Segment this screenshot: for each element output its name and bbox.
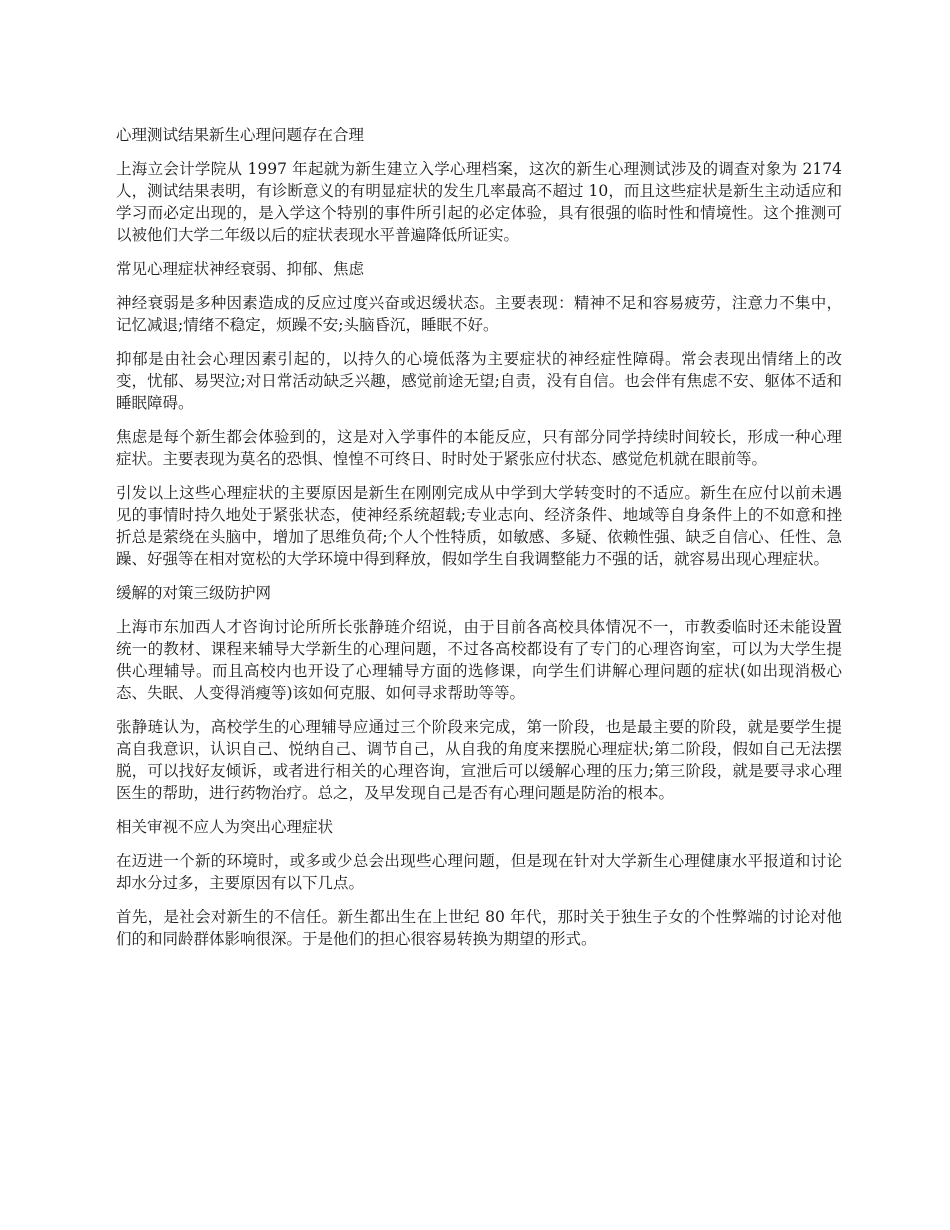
paragraph: 上海立会计学院从 1997 年起就为新生建立入学心理档案，这次的新生心理测试涉及的调查对象为 2174 人，测试结果表明，有诊断意义的有明显症状的发生几率最高不超过 10，而且这些症状是新生主动适应和学习而必定出现的，是入学这个特别的事件所引起的必定体验，具有很强的临时性和情境性。这个推测可以被他们大学二年级以后的症状表现水平普遍降低所证实。: [116, 160, 842, 244]
paragraph: 焦虑是每个新生都会体验到的，这是对入学事件的本能反应，只有部分同学持续时间较长，形成一种心理症状。主要表现为莫名的恐惧、惶惶不可终日、时时处于紧张应付状态、感觉危机就在眼前等。: [116, 428, 842, 468]
section-heading: 相关审视不应人为突出心理症状: [116, 818, 334, 836]
section-heading: 常见心理症状神经衰弱、抑郁、焦虑: [116, 260, 365, 278]
paragraph: 张静琏认为，高校学生的心理辅导应通过三个阶段来完成，第一阶段，也是最主要的阶段，就是要学生提高自我意识，认识自己、悦纳自己、调节自己，从自我的角度来摆脱心理症状;第二阶段，假如自己无法摆脱，可以找好友倾诉，或者进行相关的心理咨询，宣泄后可以缓解心理的压力;第三阶段，就是要寻求心理医生的帮助，进行药物治疗。总之，及早发现自己是否有心理问题是防治的根本。: [116, 718, 842, 802]
paragraph: 抑郁是由社会心理因素引起的，以持久的心境低落为主要症状的神经症性障碍。常会表现出情绪上的改变，忧郁、易哭泣;对日常活动缺乏兴趣，感觉前途无望;自责，没有自信。也会伴有焦虑不安、躯体不适和睡眠障碍。: [116, 350, 842, 412]
section-heading: 缓解的对策三级防护网: [116, 584, 272, 602]
document-page: [116, 124, 842, 962]
section-heading: 心理测试结果新生心理问题存在合理: [116, 126, 365, 144]
paragraph: 首先，是社会对新生的不信任。新生都出生在上世纪 80 年代，那时关于独生子女的个性弊端的讨论对他们的和同龄群体影响很深。于是他们的担心很容易转换为期望的形式。: [116, 908, 842, 948]
paragraph: 在迈进一个新的环境时，或多或少总会出现些心理问题，但是现在针对大学新生心理健康水平报道和讨论却水分过多，主要原因有以下几点。: [116, 852, 842, 892]
paragraph: 引发以上这些心理症状的主要原因是新生在刚刚完成从中学到大学转变时的不适应。新生在应付以前未遇见的事情时持久地处于紧张状态，使神经系统超载;专业志向、经济条件、地域等自身条件上的不如意和挫折总是萦绕在头脑中，增加了思维负荷;个人个性特质，如敏感、多疑、依赖性强、缺乏自信心、任性、急躁、好强等在相对宽松的大学环境中得到释放，假如学生自我调整能力不强的话，就容易出现心理症状。: [116, 484, 842, 568]
paragraph: 上海市东加西人才咨询讨论所所长张静琏介绍说，由于目前各高校具体情况不一，市教委临时还未能设置统一的教材、课程来辅导大学新生的心理问题，不过各高校都设有了专门的心理咨询室，可以为大学生提供心理辅导。而且高校内也开设了心理辅导方面的选修课，向学生们讲解心理问题的症状(如出现消极心态、失眠、人变得消瘦等)该如何克服、如何寻求帮助等等。: [116, 618, 842, 702]
paragraph: 神经衰弱是多种因素造成的反应过度兴奋或迟缓状态。主要表现：精神不足和容易疲劳，注意力不集中，记忆减退;情绪不稳定，烦躁不安;头脑昏沉，睡眠不好。: [116, 294, 842, 334]
